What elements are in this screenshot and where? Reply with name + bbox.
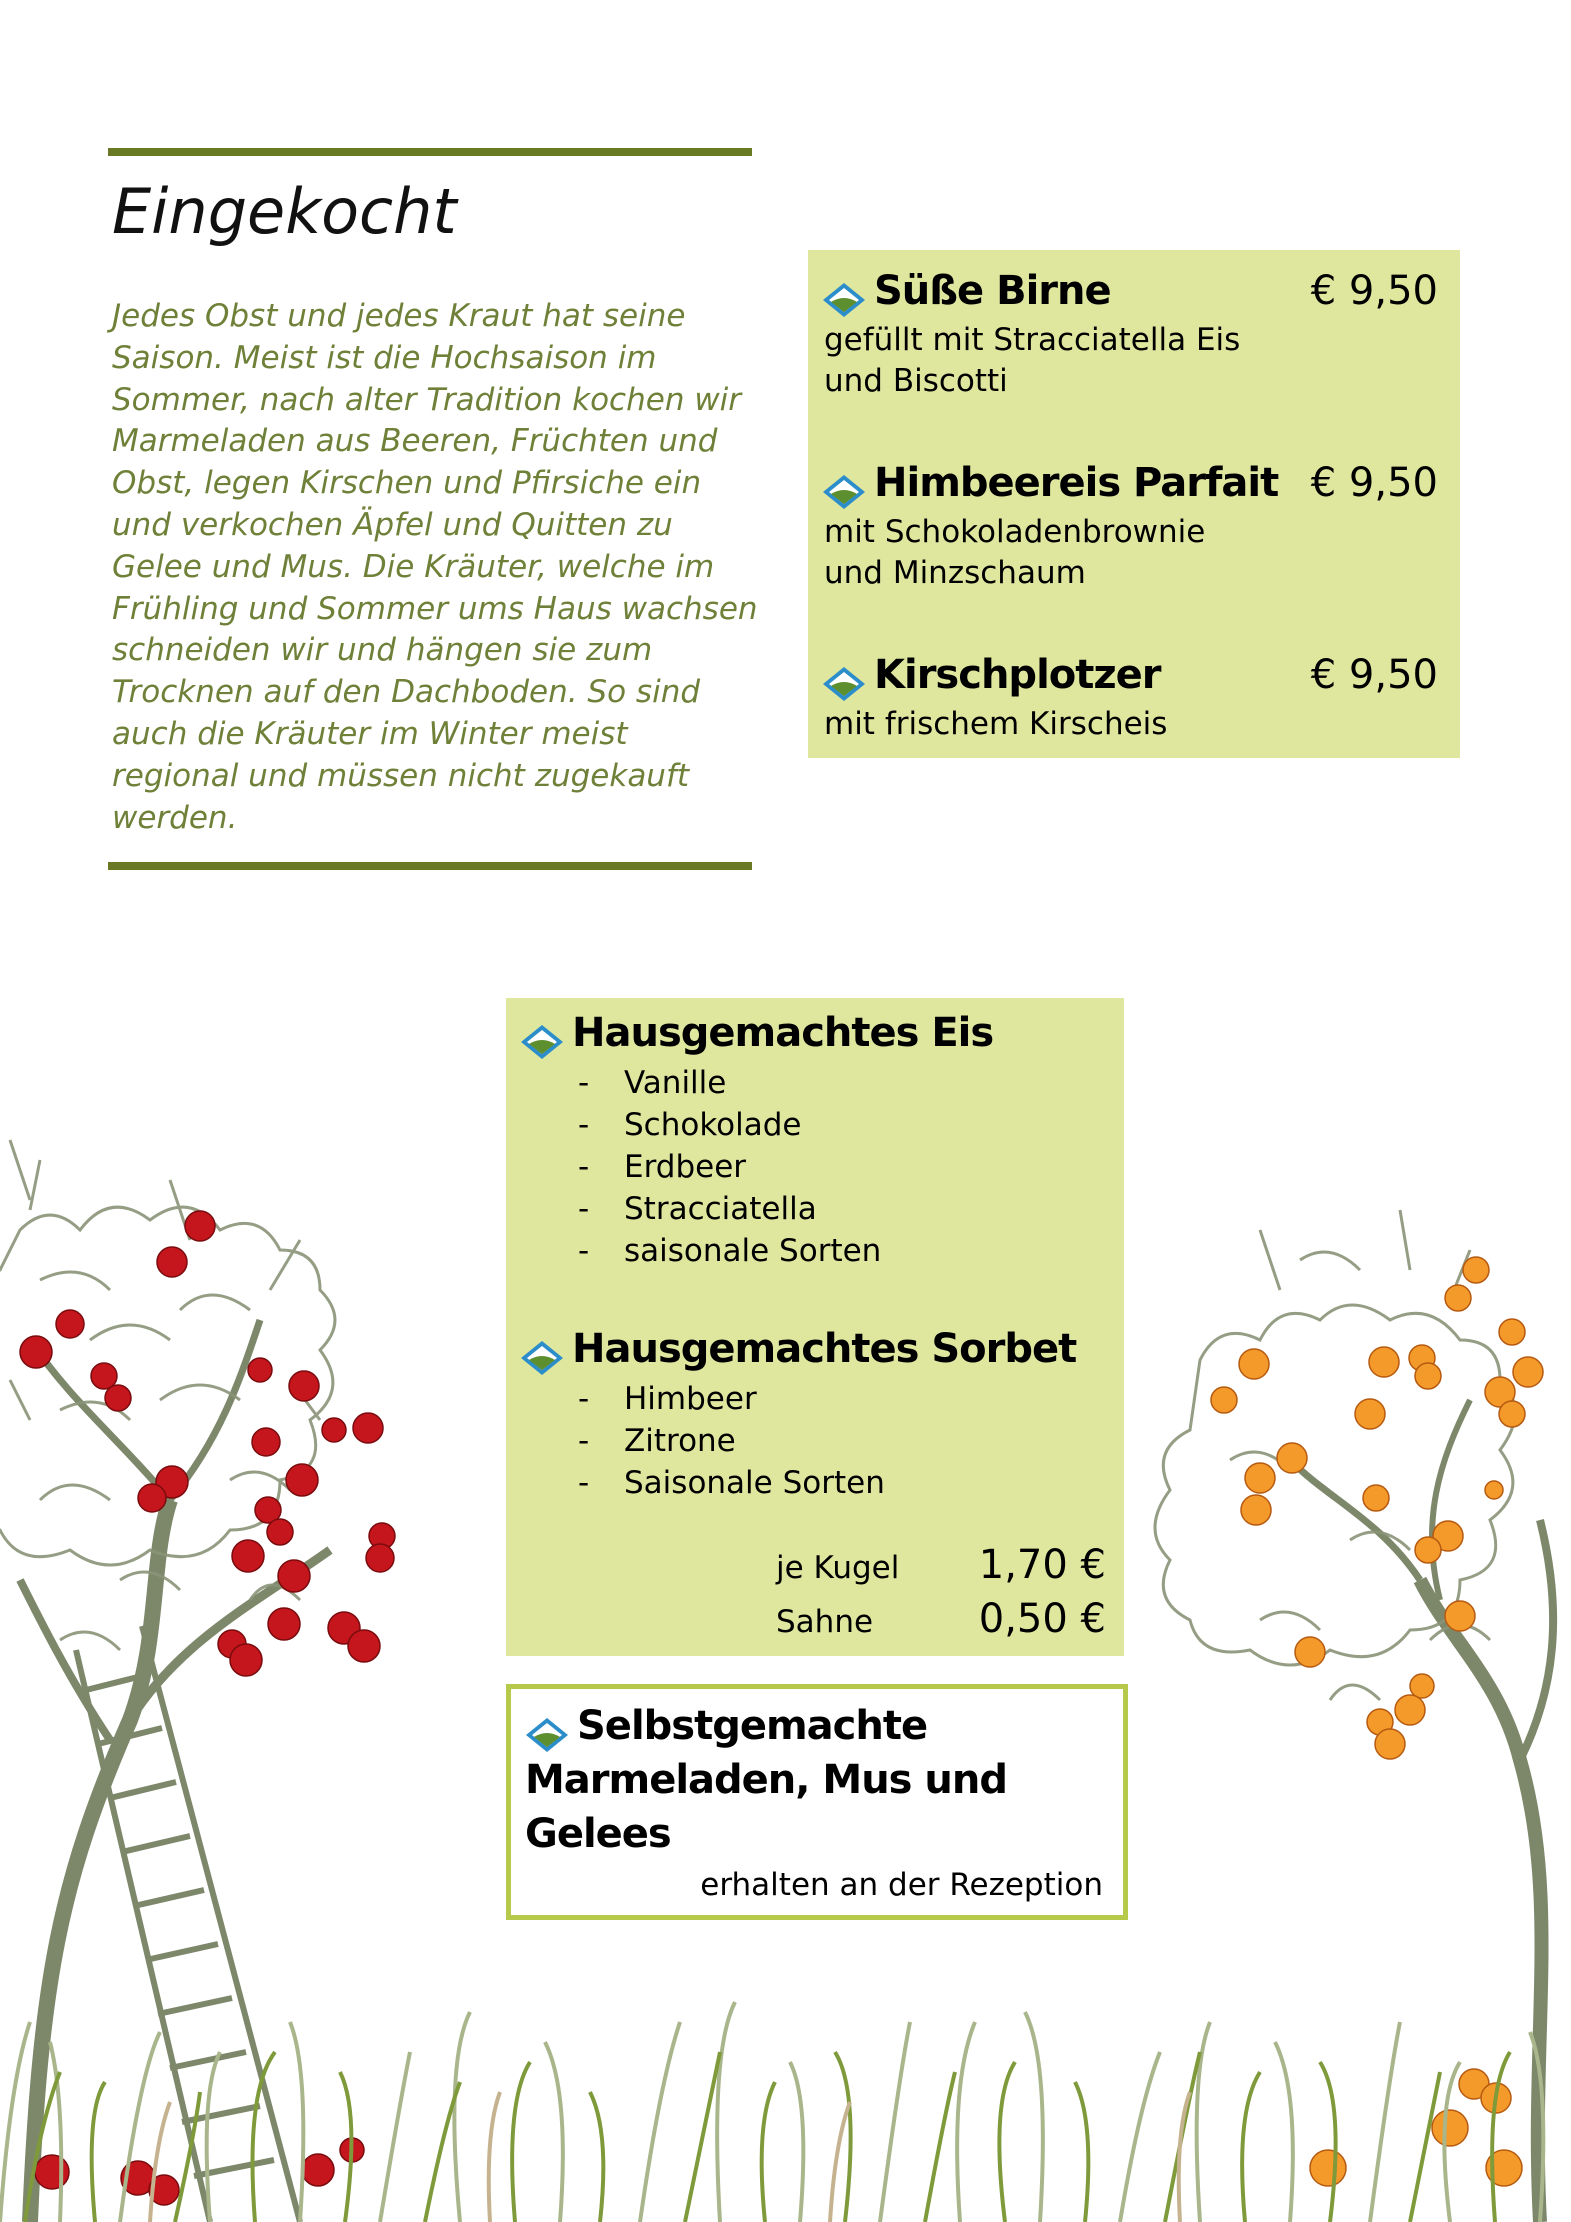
dessert-name: Himbeereis Parfait [874, 460, 1279, 506]
scoop-label: je Kugel [776, 1550, 900, 1586]
dessert-desc-line: mit frischem Kirscheis [824, 706, 1168, 742]
list-item: - Zitrone [578, 1423, 736, 1459]
logo-icon [822, 666, 866, 702]
bottom-rule [108, 862, 752, 870]
jam-title-line: Selbstgemachte [577, 1703, 928, 1749]
logo-icon [520, 1024, 564, 1060]
list-item: - Schokolade [578, 1107, 802, 1143]
dessert-desc-line: gefüllt mit Stracciatella Eis [824, 322, 1241, 358]
list-item: - Erdbeer [578, 1149, 747, 1185]
logo-icon [520, 1340, 564, 1376]
icecream-box [506, 998, 1124, 1656]
sorbet-list [574, 1378, 885, 1504]
list-item: - Saisonale Sorten [578, 1465, 885, 1501]
dessert-price: € 9,50 [1310, 460, 1438, 506]
logo-icon [822, 474, 866, 510]
logo-icon [525, 1717, 569, 1753]
dessert-box [808, 250, 1460, 758]
top-rule [108, 148, 752, 156]
dessert-name: Kirschplotzer [874, 652, 1161, 698]
jam-note: erhalten an der Rezeption [700, 1867, 1103, 1903]
list-item: - Vanille [578, 1065, 727, 1101]
cream-price: 0,50 € [978, 1596, 1106, 1642]
sorbet-title: Hausgemachtes Sorbet [572, 1326, 1077, 1372]
icecream-title: Hausgemachtes Eis [572, 1010, 994, 1056]
price-row [776, 1596, 1106, 1646]
orange-tree-illustration [1155, 1210, 1553, 2222]
dessert-item [822, 652, 1452, 745]
dessert-price: € 9,50 [1310, 652, 1438, 698]
dessert-desc-line: mit Schokoladenbrownie [824, 514, 1206, 550]
dessert-name: Süße Birne [874, 268, 1111, 314]
list-item: - saisonale Sorten [578, 1233, 882, 1269]
dessert-item [822, 460, 1452, 594]
ladder-illustration [76, 1626, 300, 2222]
dessert-desc-line: und Minzschaum [824, 555, 1086, 591]
jam-box [506, 1684, 1128, 1920]
dessert-desc-line: und Biscotti [824, 363, 1008, 399]
logo-icon [822, 282, 866, 318]
cream-label: Sahne [776, 1604, 874, 1640]
list-item: - Himbeer [578, 1381, 757, 1417]
jam-title-line: Marmeladen, Mus und [525, 1757, 1007, 1803]
jam-title-line: Gelees [525, 1811, 671, 1857]
icecream-list [574, 1062, 881, 1272]
section-title: Eingekocht [112, 175, 457, 248]
intro-paragraph: Jedes Obst und jedes Kraut hat seine Saison. Meist ist die Hochsaison im Sommer, nach alter Tradition kochen wir Marmeladen aus Beeren, Früchten und Obst, legen Kirschen und Pfirsiche ein und verkochen Äpfel und Quitten zu Gelee und Mus. Die Kräuter, welche im Frühling und Sommer ums Haus wachsen schneiden wir und hängen sie zum Trocknen auf den Dachboden. So sind auch die Kräuter im Winter meist regional und müssen nicht zugekauft werden. [112, 298, 758, 836]
dessert-price: € 9,50 [1310, 268, 1438, 314]
price-row [776, 1542, 1106, 1592]
dessert-item [822, 268, 1452, 402]
list-item: - Stracciatella [578, 1191, 817, 1227]
scoop-price: 1,70 € [978, 1542, 1106, 1588]
